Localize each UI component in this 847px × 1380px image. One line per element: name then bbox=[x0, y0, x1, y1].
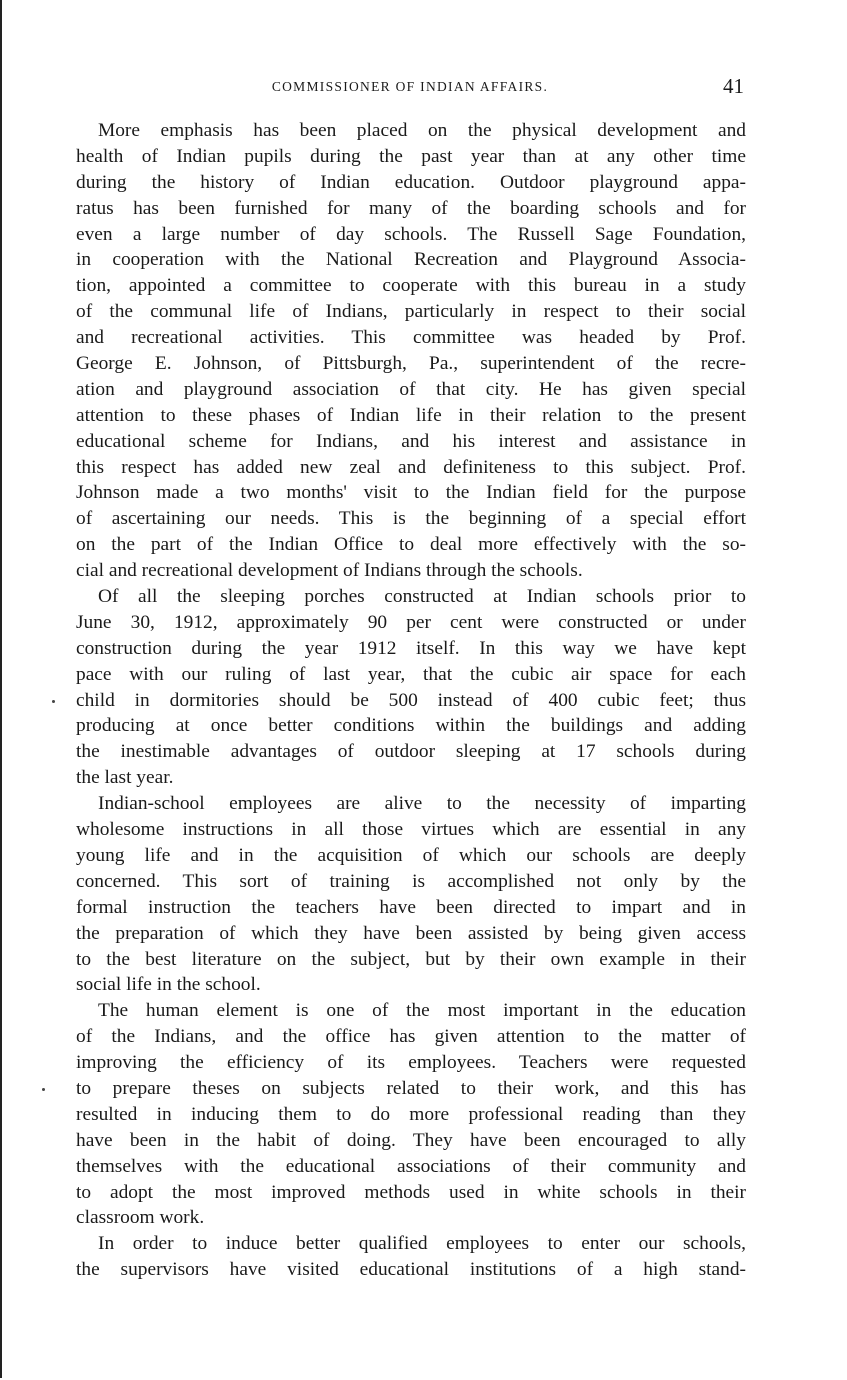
text-line: formal instruction the teachers have been directed to impart and in bbox=[76, 896, 746, 918]
text-line: of the communal life of Indians, particularly in respect to their social bbox=[76, 301, 746, 323]
text-line: George E. Johnson, of Pittsburgh, Pa., superintendent of the recre- bbox=[76, 353, 746, 375]
text-line: concerned. This sort of training is accomplished not only by the bbox=[76, 870, 746, 892]
text-line: child in dormitories should be 500 instead of 400 cubic feet; thus bbox=[76, 689, 746, 711]
text-line: of the Indians, and the office has given attention to the matter of bbox=[76, 1026, 746, 1048]
margin-speck bbox=[42, 1088, 45, 1091]
text-line: and recreational activities. This committee was headed by Prof. bbox=[76, 327, 746, 349]
running-head: COMMISSIONER OF INDIAN AFFAIRS. bbox=[271, 79, 549, 94]
text-line: producing at once better conditions within the buildings and adding bbox=[76, 715, 746, 737]
text-line: the last year. bbox=[76, 767, 174, 789]
text-line: pace with our ruling of last year, that the cubic air space for each bbox=[76, 663, 746, 685]
paragraph bbox=[76, 584, 746, 791]
text-line: wholesome instructions in all those virtues which are essential in any bbox=[76, 819, 746, 841]
text-line: tion, appointed a committee to cooperate with this bureau in a study bbox=[76, 275, 746, 297]
text-line: the inestimable advantages of outdoor sleeping at 17 schools during bbox=[76, 741, 746, 763]
paragraph bbox=[76, 1231, 746, 1283]
paragraph bbox=[76, 998, 746, 1231]
text-line: In order to induce better qualified employees to enter our schools, bbox=[98, 1233, 746, 1255]
text-line: The human element is one of the most important in the education bbox=[98, 1000, 746, 1022]
text-line: to the best literature on the subject, but by their own example in their bbox=[76, 948, 746, 970]
paragraph bbox=[76, 118, 746, 584]
text-line: to prepare theses on subjects related to their work, and this has bbox=[76, 1077, 746, 1099]
text-line: More emphasis has been placed on the physical development and bbox=[98, 120, 746, 141]
body-text bbox=[76, 118, 746, 1283]
text-line: health of Indian pupils during the past year than at any other time bbox=[76, 145, 746, 167]
text-line: to adopt the most improved methods used in white schools in their bbox=[76, 1181, 746, 1203]
text-line: ation and playground association of that city. He has given special bbox=[76, 378, 746, 400]
text-line: themselves with the educational associations of their community and bbox=[76, 1155, 746, 1177]
text-line: Indian-school employees are alive to the necessity of imparting bbox=[98, 793, 746, 815]
text-line: resulted in inducing them to do more professional reading than they bbox=[76, 1103, 746, 1125]
text-line: even a large number of day schools. The Russell Sage Foundation, bbox=[76, 223, 746, 245]
margin-speck bbox=[52, 700, 55, 703]
text-line: social life in the school. bbox=[76, 974, 261, 996]
text-line: during the history of Indian education. Outdoor playground appa- bbox=[76, 171, 746, 193]
text-line: in cooperation with the National Recreation and Playground Associa- bbox=[76, 249, 746, 271]
page-header bbox=[76, 76, 744, 100]
text-line: June 30, 1912, approximately 90 per cent were constructed or under bbox=[76, 611, 746, 633]
text-line: this respect has added new zeal and definiteness to this subject. Prof. bbox=[76, 456, 746, 478]
text-line: classroom work. bbox=[76, 1207, 205, 1229]
text-line: Johnson made a two months' visit to the Indian field for the purpose bbox=[76, 482, 746, 504]
text-line: construction during the year 1912 itself. In this way we have kept bbox=[76, 637, 746, 659]
text-line: on the part of the Indian Office to deal more effectively with the so- bbox=[76, 534, 746, 556]
text-line: have been in the habit of doing. They have been encouraged to ally bbox=[76, 1129, 746, 1151]
text-line: the preparation of which they have been assisted by being given access bbox=[76, 922, 746, 944]
text-line: attention to these phases of Indian life in their relation to the present bbox=[76, 404, 746, 426]
text-line: young life and in the acquisition of which our schools are deeply bbox=[76, 844, 746, 866]
text-line: cial and recreational development of Indians through the schools. bbox=[76, 560, 583, 582]
paragraph bbox=[76, 791, 746, 998]
text-line: Of all the sleeping porches constructed at Indian schools prior to bbox=[98, 586, 746, 608]
text-line: ratus has been furnished for many of the boarding schools and for bbox=[76, 197, 746, 219]
text-line: the supervisors have visited educational institutions of a high stand- bbox=[76, 1259, 746, 1281]
text-line: improving the efficiency of its employees. Teachers were requested bbox=[76, 1052, 746, 1074]
text-line: educational scheme for Indians, and his interest and assistance in bbox=[76, 430, 746, 452]
page-number: 41 bbox=[723, 74, 744, 98]
text-line: of ascertaining our needs. This is the beginning of a special effort bbox=[76, 508, 746, 530]
